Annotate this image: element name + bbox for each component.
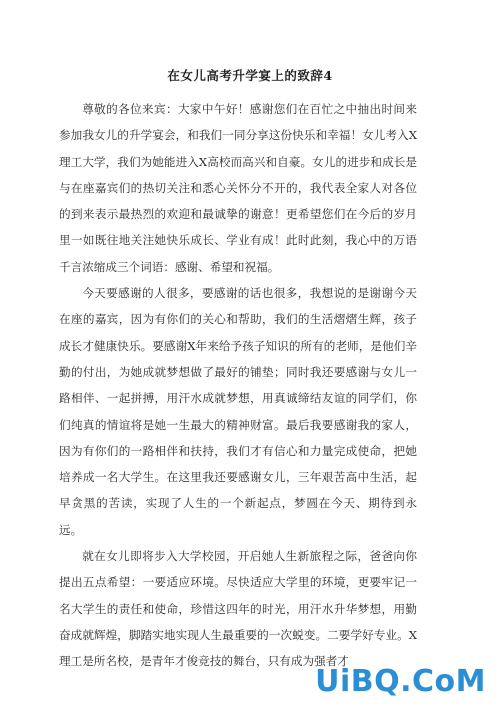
document-title: 在女儿高考升学宴上的致辞4 bbox=[167, 68, 333, 83]
paragraph-2: 今天要感谢的人很多，要感谢的话也很多，我想说的是谢谢今天在座的嘉宾，因为有你们的关心和帮助，我们的生活熠熠生辉，孩子成长才健康快乐。要感谢X年来给予孩子知识的所有的老师，是他们辛勤的付出，为她成就梦想做了最好的铺垫；同时我还要感谢与女儿一路相伴、一起拼搏，用汗水成就梦想，用真诚缔结友谊的同学们，你们纯真的情谊将是她一生最大的精神财富。最后我要感谢我的家人，因为有你们的一路相伴和扶持，我们才有信心和力量完成使命，把她培养成一名大学生。在这里我还要感谢女儿，三年艰苦高中生活，起早贪黑的苦读，实现了人生的一个新起点，梦圆在今天、期待到永远。 bbox=[59, 286, 417, 537]
site-watermark-logo: UiBQ.CoM bbox=[315, 664, 486, 699]
paragraph-3: 就在女儿即将步入大学校园，开启她人生新旅程之际，爸爸向你提出五点希望：一要适应环境。尽快适应大学里的环境，更要牢记一名大学生的责任和使命，珍惜这四年的时光，用汗水升华梦想，用勤奋成就辉煌，脚踏实地实现人生最重要的一次蜕变。二要学好专业。X理工是所名校，是青年才俊竞技的舞台，只有成为强者才 bbox=[59, 549, 417, 669]
paragraph-1: 尊敬的各位来宾：大家中午好！感谢您们在百忙之中抽出时间来参加我女儿的升学宴会，和我们一同分享这份快乐和幸福！女儿考入X理工大学，我们为她能进入X高校而高兴和自豪。女儿的进步和成长是与在座嘉宾们的热切关注和悉心关怀分不开的，我代表全家人对各位的到来表示最热烈的欢迎和最诚挚的谢意！更希望您们在今后的岁月里一如既往地关注她快乐成长、学业有成！此时此刻，我心中的万语千言浓缩成三个词语：感谢、希望和祝福。 bbox=[59, 102, 417, 274]
document-body bbox=[59, 96, 417, 675]
